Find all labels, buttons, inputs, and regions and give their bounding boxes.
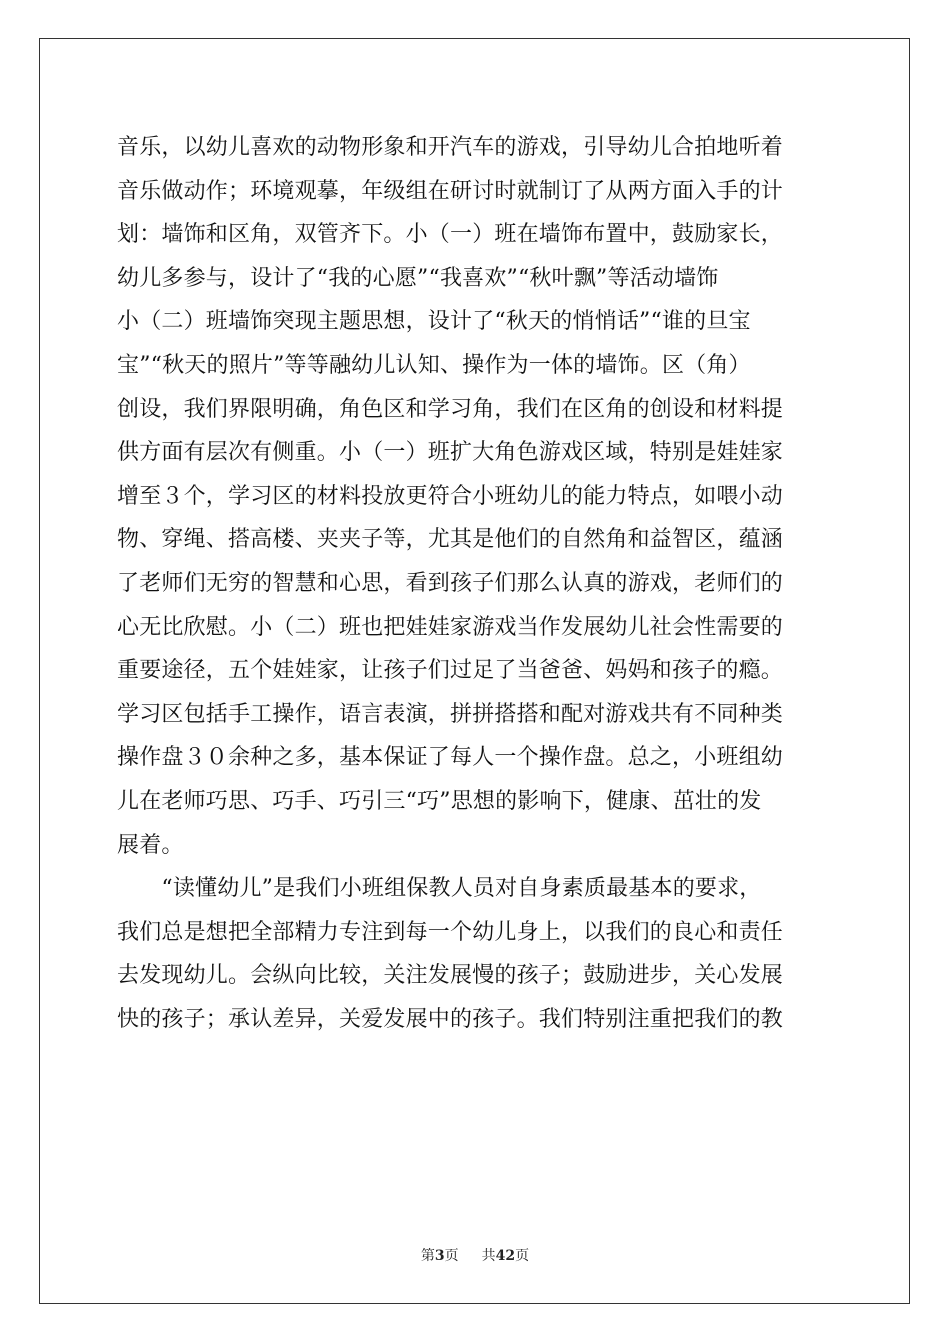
total-suffix: 页 — [515, 1248, 530, 1264]
text-line: 展着。 — [117, 832, 184, 858]
text-line: 快的孩子；承认差异，关爱发展中的孩子。我们特别注重把我们的教 — [117, 1006, 784, 1032]
text-line: 创设，我们界限明确，角色区和学习角，我们在区角的创设和材料提 — [117, 396, 784, 422]
text-line: 操作盘３０余种之多，基本保证了每人一个操作盘。总之，小班组幼 — [117, 745, 784, 771]
text-line: 划：墙饰和区角，双管齐下。小（一）班在墙饰布置中，鼓励家长， — [117, 222, 784, 248]
body-text — [117, 126, 832, 1041]
total-pages: 42 — [495, 1248, 516, 1264]
text-line: 供方面有层次有侧重。小（一）班扩大角色游戏区域，特别是娃娃家 — [117, 440, 784, 466]
text-line: 了老师们无穷的智慧和心思，看到孩子们那么认真的游戏，老师们的 — [117, 570, 784, 596]
text-line: 去发现幼儿。会纵向比较，关注发展慢的孩子；鼓励进步，关心发展 — [117, 963, 784, 989]
text-line: 音乐，以幼儿喜欢的动物形象和开汽车的游戏，引导幼儿合拍地听着 — [117, 135, 784, 160]
text-line: 心无比欣慰。小（二）班也把娃娃家游戏当作发展幼儿社会性需要的 — [117, 614, 784, 640]
page-suffix: 页 — [444, 1248, 459, 1264]
text-line: 小（二）班墙饰突现主题思想，设计了“秋天的悄悄话”“谁的旦宝 — [117, 309, 751, 335]
page-footer — [0, 1245, 950, 1265]
text-line: 儿在老师巧思、巧手、巧引三“巧”思想的影响下，健康、茁壮的发 — [117, 788, 762, 814]
text-line: 物、穿绳、搭高楼、夹夹子等，尤其是他们的自然角和益智区，蕴涵 — [117, 527, 784, 553]
text-line: 宝”“秋天的照片”等等融幼儿认知、操作为一体的墙饰。区（角） — [117, 352, 751, 378]
text-line: 我们总是想把全部精力专注到每一个幼儿身上，以我们的良心和责任 — [117, 919, 784, 945]
text-line: “读懂幼儿”是我们小班组保教人员对自身素质最基本的要求， — [117, 876, 762, 902]
text-line: 音乐做动作；环境观摹，年级组在研讨时就制订了从两方面入手的计 — [117, 178, 784, 204]
page-number: 3 — [434, 1248, 445, 1264]
total-prefix: 共 — [481, 1248, 496, 1264]
text-line: 学习区包括手工操作，语言表演，拼拼搭搭和配对游戏共有不同种类 — [117, 701, 784, 727]
text-line: 重要途径，五个娃娃家，让孩子们过足了当爸爸、妈妈和孩子的瘾。 — [117, 658, 784, 684]
text-line: 幼儿多参与，设计了“我的心愿”“我喜欢”“秋叶飘”等活动墙饰 — [117, 265, 719, 291]
page-prefix: 第 — [420, 1248, 435, 1264]
text-line: 增至３个，学习区的材料投放更符合小班幼儿的能力特点，如喂小动 — [117, 483, 784, 509]
